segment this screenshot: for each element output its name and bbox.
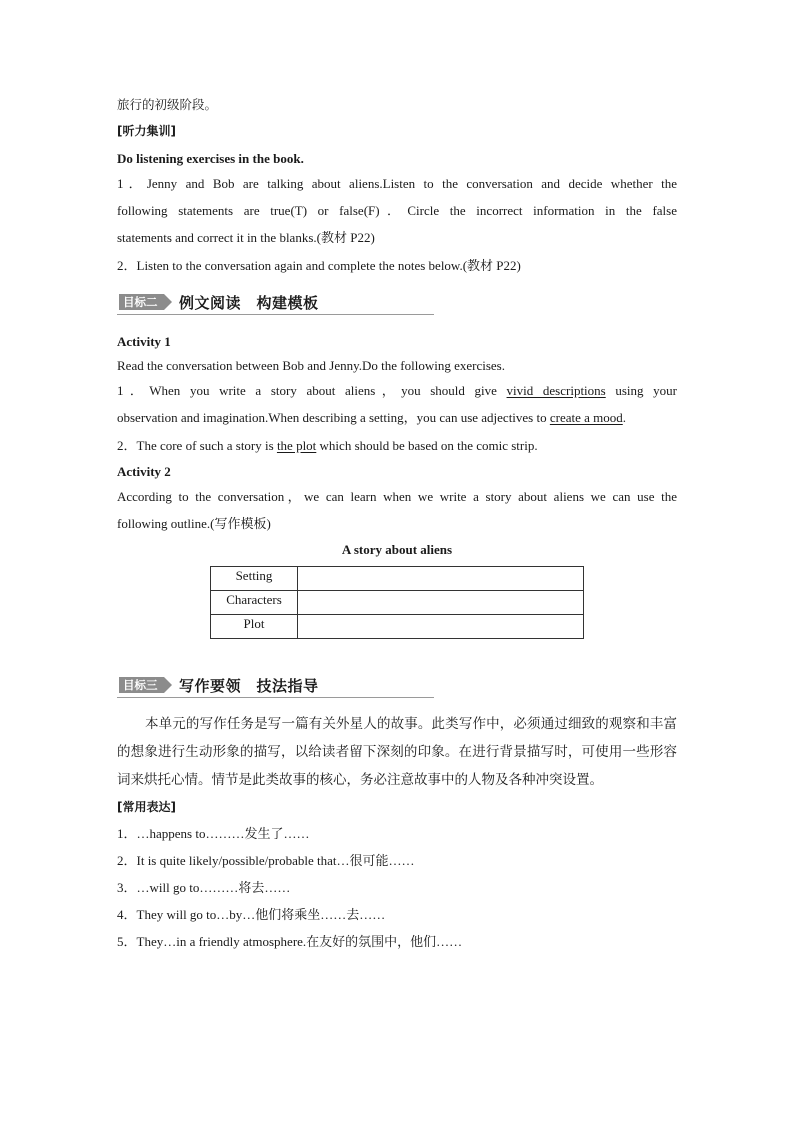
- answer-blank: vivid descriptions: [506, 383, 606, 398]
- answer-blank: the plot: [276, 438, 317, 453]
- table-title: A story about aliens: [341, 542, 453, 557]
- expression-item: 3．…will go to………将去……: [117, 880, 291, 895]
- listening-label: [听力集训]: [117, 124, 176, 138]
- listening-item-1-line-1: 1．Jenny and Bob are talking about aliens.Listen to the conversation and decide whether the: [117, 176, 677, 191]
- expression-item: 2．It is quite likely/possible/probable that…很可能……: [117, 853, 415, 868]
- empty-cell: [298, 591, 584, 615]
- expression-item: 4．They will go to…by…他们将乘坐……去……: [117, 907, 386, 922]
- activity-1-item-2: 2．The core of such a story is the plot which should be based on the comic strip.: [117, 438, 538, 453]
- expression-item: 5．They…in a friendly atmosphere.在友好的氛围中，他们……: [117, 934, 463, 949]
- activity-2-title: Activity 2: [117, 464, 171, 479]
- listening-item-2: 2．Listen to the conversation again and complete the notes below.(教材 P22): [117, 258, 521, 273]
- row-label: Characters: [211, 591, 298, 615]
- activity-1-intro: Read the conversation between Bob and Jenny.Do the following exercises.: [117, 358, 505, 373]
- section-heading-3: [117, 675, 434, 698]
- empty-cell: [298, 615, 584, 639]
- guide-paragraph: 本单元的写作任务是写一篇有关外星人的故事。此类写作中，必须通过细致的观察和丰富的想象进行生动形象的描写，以给读者留下深刻的印象。在进行背景描写时，可使用一些形容词来烘托心情。情节是此类故事的核心，务必注意故事中的人物及各种冲突设置。: [117, 716, 677, 788]
- activity-2-line-1: According to the conversation，we can learn when we write a story about aliens we can use the: [117, 489, 677, 504]
- table-row: [211, 615, 584, 639]
- expressions-label: [常用表达]: [117, 800, 176, 814]
- activity-1-item-1-line-2: observation and imagination.When describing a setting，you can use adjectives to create a mood.: [117, 410, 627, 425]
- story-outline-table: [210, 566, 584, 639]
- activity-1-item-1-line-1: 1．When you write a story about aliens，you should give vivid descriptions using your: [117, 383, 678, 398]
- listening-item-1-line-3: statements and correct it in the blanks.(教材 P22): [117, 230, 375, 245]
- section-tag: 目标二: [119, 294, 164, 310]
- listening-item-1-line-2: following statements are true(T) or false(F)．Circle the incorrect information in the false: [117, 203, 677, 218]
- table-row: [211, 591, 584, 615]
- continued-text: 旅行的初级阶段。: [117, 97, 218, 112]
- section-title: 写作要领 技法指导: [179, 677, 319, 695]
- activity-2-line-2: following outline.(写作模板): [117, 516, 271, 531]
- row-label: Plot: [211, 615, 298, 639]
- table-row: [211, 567, 584, 591]
- section-title: 例文阅读 构建模板: [179, 294, 319, 312]
- empty-cell: [298, 567, 584, 591]
- row-label: Setting: [211, 567, 298, 591]
- activity-1-title: Activity 1: [117, 334, 171, 349]
- section-heading-2: [117, 292, 434, 315]
- expression-item: 1．…happens to………发生了……: [117, 826, 310, 841]
- listening-heading: Do listening exercises in the book.: [117, 151, 304, 166]
- answer-blank: create a mood: [549, 410, 623, 425]
- section-tag: 目标三: [119, 677, 164, 693]
